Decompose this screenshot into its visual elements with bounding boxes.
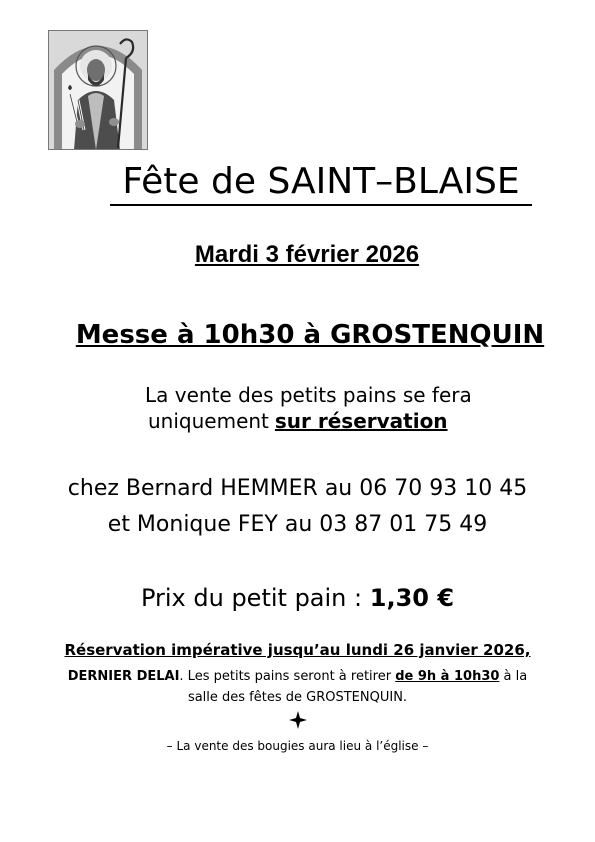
reservation-deadline: Réservation impérative jusqu’au lundi 26 janvier 2026, bbox=[64, 641, 531, 659]
pickup-line-2: salle des fêtes de GROSTENQUIN. bbox=[187, 690, 408, 705]
candle-sale-note: – La vente des bougies aura lieu à l’église – bbox=[166, 739, 429, 753]
price-label: Prix du petit pain : bbox=[140, 584, 363, 612]
sale-info-prefix: uniquement bbox=[148, 409, 269, 433]
pickup-text-2: à la bbox=[499, 669, 528, 684]
reservation-emphasis: sur réservation bbox=[274, 409, 448, 433]
saint-blaise-portrait bbox=[48, 30, 148, 150]
final-deadline-label: DERNIER DELAI bbox=[67, 669, 180, 684]
pickup-line-1 bbox=[0, 668, 595, 686]
contact-line-1: chez Bernard HEMMER au 06 70 93 10 45 bbox=[67, 476, 528, 501]
sale-info-line-2 bbox=[148, 408, 448, 434]
contact-line-2: et Monique FEY au 03 87 01 75 49 bbox=[107, 512, 488, 537]
sale-info-line-1: La vente des petits pains se fera bbox=[145, 383, 472, 407]
pickup-time: de 9h à 10h30 bbox=[395, 669, 500, 684]
price-value: 1,30 € bbox=[369, 584, 455, 612]
pickup-text-1: . Les petits pains seront à retirer bbox=[179, 669, 396, 684]
event-date: Mardi 3 février 2026 bbox=[194, 241, 420, 268]
price-line bbox=[0, 582, 595, 614]
mass-announcement: Messe à 10h30 à GROSTENQUIN bbox=[75, 320, 545, 350]
four-point-star-icon bbox=[288, 710, 308, 730]
page-title: Fête de SAINT–BLAISE bbox=[110, 160, 532, 206]
